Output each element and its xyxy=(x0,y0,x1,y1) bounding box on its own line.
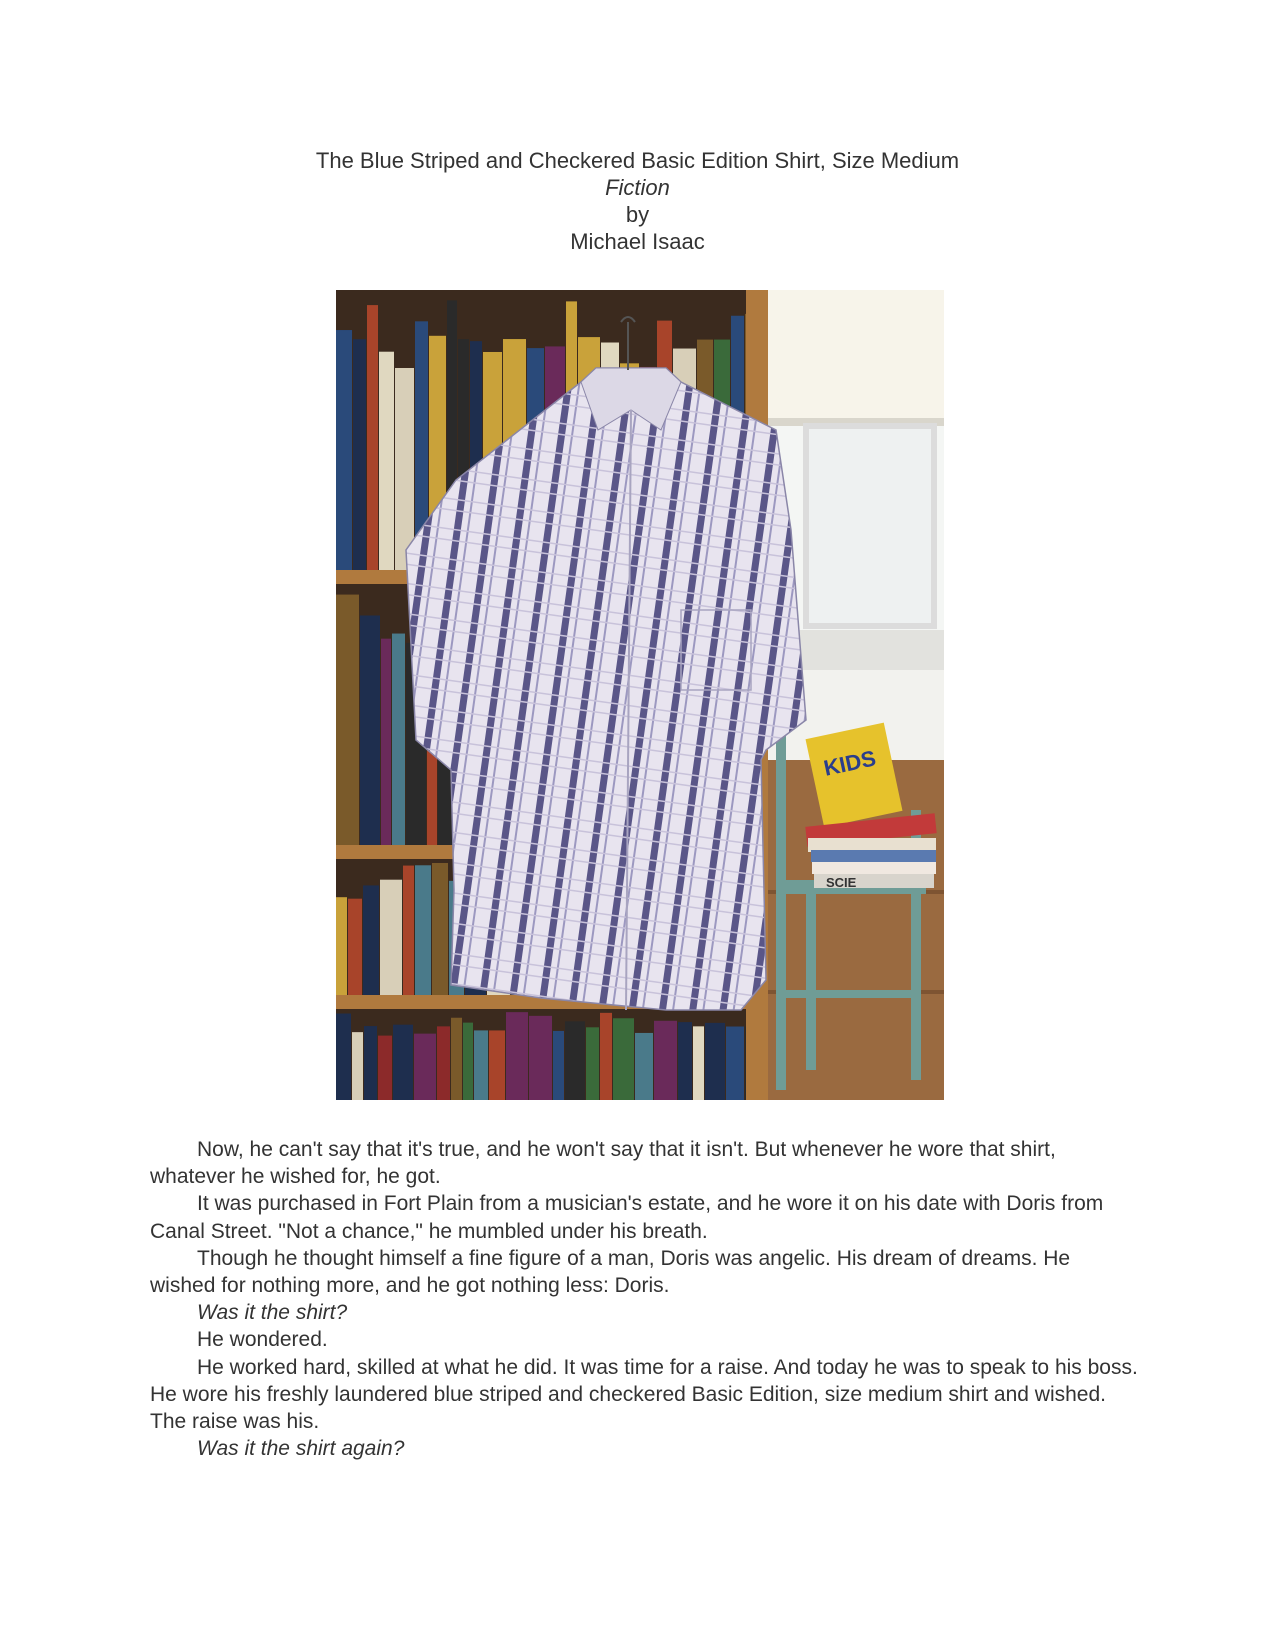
book-spine xyxy=(336,897,347,995)
kids-magazine-text: KIDS xyxy=(821,745,879,781)
book-spine xyxy=(403,866,414,995)
book-spine xyxy=(414,1034,436,1100)
book-spine xyxy=(613,1018,634,1100)
book-spine xyxy=(586,1027,599,1100)
book-spine xyxy=(565,1021,585,1100)
book-spine xyxy=(352,1032,363,1100)
book-spine xyxy=(463,1023,473,1100)
story-paragraph: He worked hard, skilled at what he did. It was time for a raise. And today he was to speak to his boss. He wore his freshly laundered blue striped and checkered Basic Edition, size medium shirt and wished. The raise was his. xyxy=(150,1355,1138,1434)
book-spine xyxy=(336,1014,351,1100)
book-spine xyxy=(506,1012,528,1100)
book-spine xyxy=(745,1027,746,1100)
story-genre: Fiction xyxy=(605,175,670,200)
book-spine xyxy=(693,1026,704,1100)
window-shade xyxy=(768,290,944,420)
book-spine xyxy=(360,616,380,845)
shirt-photo xyxy=(336,290,944,1100)
book-spine xyxy=(381,639,391,845)
book-spine xyxy=(380,880,402,995)
book-spine xyxy=(726,1027,744,1100)
book-spine xyxy=(553,1031,564,1100)
book-spine xyxy=(654,1021,677,1100)
book-spine xyxy=(336,595,359,845)
book-spine xyxy=(336,330,352,570)
book-spine xyxy=(529,1016,552,1100)
byline: by xyxy=(625,202,650,227)
author-name: Michael Isaac xyxy=(570,229,705,254)
book-spine xyxy=(364,1026,377,1100)
story-paragraph: It was purchased in Fort Plain from a musician's estate, and he wore it on his date with Doris from Canal Street. "Not a chance," he mumbled under his breath. xyxy=(150,1192,1104,1243)
book-spine xyxy=(437,1026,450,1100)
book-spine xyxy=(600,1013,612,1100)
window-pane xyxy=(806,426,934,626)
book-spine xyxy=(379,352,394,570)
book-spine xyxy=(474,1030,488,1100)
book-spine xyxy=(678,1022,692,1100)
story-paragraph: Now, he can't say that it's true, and he won't say that it isn't. But whenever he wore that shirt, whatever he wished for, he got. xyxy=(150,1138,1056,1189)
book-spine xyxy=(363,885,379,995)
book-spine xyxy=(393,1025,413,1100)
story-title: The Blue Striped and Checkered Basic Edition Shirt, Size Medium xyxy=(315,148,960,173)
story-body xyxy=(150,1136,1140,1462)
book-spine xyxy=(353,339,366,570)
story-paragraph: Was it the shirt? xyxy=(197,1301,348,1325)
book-spine xyxy=(378,1036,392,1100)
book-spine xyxy=(415,865,431,995)
book-spine xyxy=(489,1030,505,1100)
science-magazine-text: SCIE xyxy=(826,875,857,890)
story-paragraph: Though he thought himself a fine figure of a man, Doris was angelic. His dream of dreams. He wished for nothing more, and he got nothing less: Doris. xyxy=(150,1246,1071,1298)
book-spine xyxy=(348,899,362,995)
book-spine xyxy=(451,1018,462,1100)
story-paragraph: Was it the shirt again? xyxy=(197,1437,405,1461)
book-spine xyxy=(395,368,414,570)
book-spine xyxy=(635,1033,653,1100)
book-spine xyxy=(705,1023,725,1100)
book-spine xyxy=(392,634,405,845)
book-spine xyxy=(367,305,378,570)
book-spine xyxy=(432,863,448,995)
story-header xyxy=(0,147,1275,255)
story-paragraph: He wondered. xyxy=(197,1328,328,1352)
